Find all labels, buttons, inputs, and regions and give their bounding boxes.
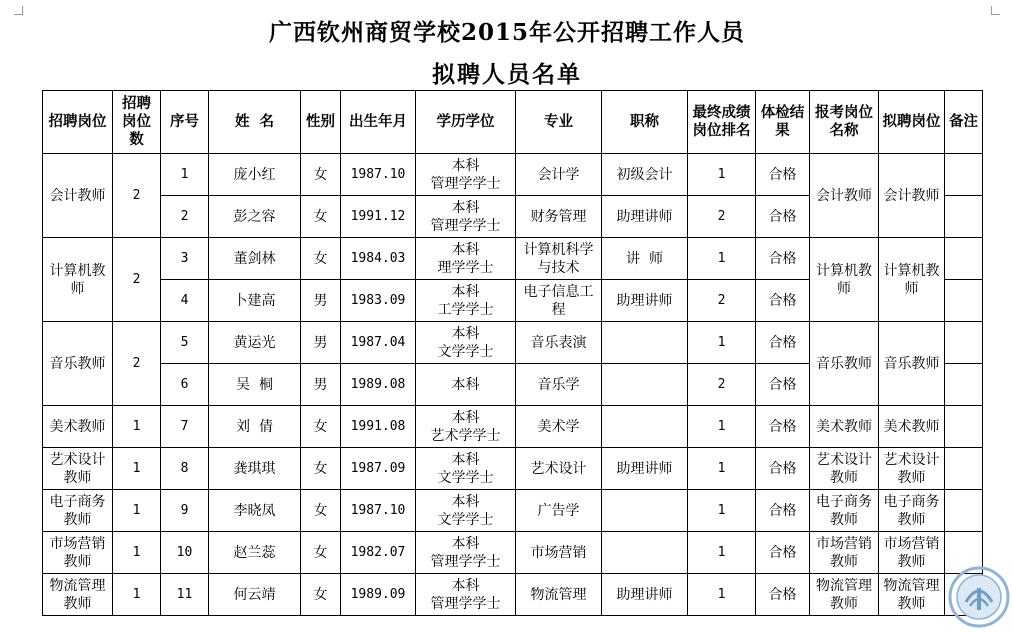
cell-title: 讲 师 bbox=[602, 238, 688, 280]
header-gender: 性别 bbox=[301, 91, 341, 154]
cell-gender: 女 bbox=[301, 532, 341, 574]
cell-gender: 男 bbox=[301, 322, 341, 364]
cell-remark bbox=[945, 154, 983, 196]
header-post-count: 招聘岗位数 bbox=[113, 91, 161, 154]
cell-applied-post: 美术教师 bbox=[810, 406, 879, 448]
cell-title: 助理讲师 bbox=[602, 448, 688, 490]
table-body bbox=[43, 154, 983, 616]
header-rank: 最终成绩岗位排名 bbox=[688, 91, 756, 154]
header-remark: 备注 bbox=[945, 91, 983, 154]
cell-title: 助理讲师 bbox=[602, 574, 688, 616]
cell-post: 美术教师 bbox=[43, 406, 113, 448]
table-row bbox=[43, 490, 983, 532]
cell-major: 音乐学 bbox=[516, 364, 602, 406]
cell-degree: 本科 文学学士 bbox=[416, 322, 516, 364]
cell-rank: 1 bbox=[688, 154, 756, 196]
header-applied-post: 报考岗位名称 bbox=[810, 91, 879, 154]
cell-rank: 1 bbox=[688, 532, 756, 574]
cell-degree: 本科 bbox=[416, 364, 516, 406]
cell-degree: 本科 管理学学士 bbox=[416, 574, 516, 616]
cell-applied-post: 电子商务教师 bbox=[810, 490, 879, 532]
cell-applied-post: 艺术设计教师 bbox=[810, 448, 879, 490]
cell-rank: 1 bbox=[688, 406, 756, 448]
header-name: 姓 名 bbox=[209, 91, 301, 154]
cell-post: 物流管理教师 bbox=[43, 574, 113, 616]
cell-seq: 6 bbox=[161, 364, 209, 406]
table-row bbox=[43, 154, 983, 196]
cell-major: 美术学 bbox=[516, 406, 602, 448]
cell-major: 物流管理 bbox=[516, 574, 602, 616]
cell-post: 电子商务教师 bbox=[43, 490, 113, 532]
cell-gender: 女 bbox=[301, 448, 341, 490]
cell-applied-post: 计算机教师 bbox=[810, 238, 879, 322]
cell-name: 黄运光 bbox=[209, 322, 301, 364]
table-row bbox=[43, 322, 983, 364]
school-seal-icon bbox=[948, 566, 1010, 628]
cell-seq: 5 bbox=[161, 322, 209, 364]
cell-title: 助理讲师 bbox=[602, 280, 688, 322]
cell-degree: 本科 文学学士 bbox=[416, 448, 516, 490]
cell-proposed-post: 音乐教师 bbox=[879, 322, 945, 406]
header-degree: 学历学位 bbox=[416, 91, 516, 154]
cell-name: 刘 倩 bbox=[209, 406, 301, 448]
cell-name: 卜建高 bbox=[209, 280, 301, 322]
hiring-roster-table bbox=[42, 90, 983, 616]
cell-name: 吴 桐 bbox=[209, 364, 301, 406]
cell-name: 董剑林 bbox=[209, 238, 301, 280]
header-post: 招聘岗位 bbox=[43, 91, 113, 154]
cell-major: 财务管理 bbox=[516, 196, 602, 238]
cell-birth: 1987.10 bbox=[341, 154, 416, 196]
cell-title bbox=[602, 406, 688, 448]
cell-seq: 2 bbox=[161, 196, 209, 238]
cell-major: 音乐表演 bbox=[516, 322, 602, 364]
cell-title: 初级会计 bbox=[602, 154, 688, 196]
cell-proposed-post: 计算机教师 bbox=[879, 238, 945, 322]
cell-proposed-post: 会计教师 bbox=[879, 154, 945, 238]
cell-gender: 女 bbox=[301, 154, 341, 196]
cell-rank: 1 bbox=[688, 448, 756, 490]
cell-exam: 合格 bbox=[756, 196, 810, 238]
cell-major: 广告学 bbox=[516, 490, 602, 532]
cell-exam: 合格 bbox=[756, 406, 810, 448]
cell-name: 李晓凤 bbox=[209, 490, 301, 532]
cell-post-count: 1 bbox=[113, 490, 161, 532]
cell-birth: 1987.04 bbox=[341, 322, 416, 364]
cell-gender: 男 bbox=[301, 280, 341, 322]
cell-post: 市场营销教师 bbox=[43, 532, 113, 574]
cell-remark bbox=[945, 196, 983, 238]
cell-rank: 2 bbox=[688, 364, 756, 406]
cell-post-count: 1 bbox=[113, 448, 161, 490]
cell-name: 庞小红 bbox=[209, 154, 301, 196]
header-birth: 出生年月 bbox=[341, 91, 416, 154]
cell-post: 计算机教师 bbox=[43, 238, 113, 322]
cell-exam: 合格 bbox=[756, 154, 810, 196]
table-row bbox=[43, 448, 983, 490]
cell-remark bbox=[945, 280, 983, 322]
cell-name: 赵兰蕊 bbox=[209, 532, 301, 574]
cell-exam: 合格 bbox=[756, 490, 810, 532]
cell-degree: 本科 管理学学士 bbox=[416, 154, 516, 196]
cell-birth: 1991.08 bbox=[341, 406, 416, 448]
cell-major: 艺术设计 bbox=[516, 448, 602, 490]
cell-remark bbox=[945, 238, 983, 280]
cell-degree: 本科 艺术学学士 bbox=[416, 406, 516, 448]
cell-post-count: 1 bbox=[113, 532, 161, 574]
cell-exam: 合格 bbox=[756, 238, 810, 280]
cell-birth: 1987.10 bbox=[341, 490, 416, 532]
cell-remark bbox=[945, 406, 983, 448]
cell-proposed-post: 物流管理教师 bbox=[879, 574, 945, 616]
cell-post-count: 1 bbox=[113, 574, 161, 616]
cell-gender: 男 bbox=[301, 364, 341, 406]
cell-title bbox=[602, 364, 688, 406]
table-row bbox=[43, 238, 983, 280]
cell-exam: 合格 bbox=[756, 280, 810, 322]
cell-birth: 1984.03 bbox=[341, 238, 416, 280]
cell-gender: 女 bbox=[301, 406, 341, 448]
cell-seq: 8 bbox=[161, 448, 209, 490]
cell-name: 彭之容 bbox=[209, 196, 301, 238]
header-exam: 体检结果 bbox=[756, 91, 810, 154]
cell-birth: 1982.07 bbox=[341, 532, 416, 574]
cell-title bbox=[602, 322, 688, 364]
cell-gender: 女 bbox=[301, 490, 341, 532]
cell-rank: 1 bbox=[688, 574, 756, 616]
cell-remark bbox=[945, 448, 983, 490]
cell-applied-post: 市场营销教师 bbox=[810, 532, 879, 574]
cell-degree: 本科 工学学士 bbox=[416, 280, 516, 322]
cell-exam: 合格 bbox=[756, 532, 810, 574]
cell-major: 计算机科学与技术 bbox=[516, 238, 602, 280]
cell-applied-post: 会计教师 bbox=[810, 154, 879, 238]
cell-exam: 合格 bbox=[756, 322, 810, 364]
cell-name: 何云靖 bbox=[209, 574, 301, 616]
cell-post: 会计教师 bbox=[43, 154, 113, 238]
cell-birth: 1989.09 bbox=[341, 574, 416, 616]
cell-seq: 9 bbox=[161, 490, 209, 532]
cell-seq: 1 bbox=[161, 154, 209, 196]
cell-exam: 合格 bbox=[756, 364, 810, 406]
cell-proposed-post: 市场营销教师 bbox=[879, 532, 945, 574]
cell-post: 艺术设计教师 bbox=[43, 448, 113, 490]
cell-major: 市场营销 bbox=[516, 532, 602, 574]
cell-birth: 1983.09 bbox=[341, 280, 416, 322]
cell-seq: 11 bbox=[161, 574, 209, 616]
header-major: 专业 bbox=[516, 91, 602, 154]
cell-birth: 1991.12 bbox=[341, 196, 416, 238]
cell-major: 会计学 bbox=[516, 154, 602, 196]
cell-degree: 本科 管理学学士 bbox=[416, 532, 516, 574]
cell-post-count: 1 bbox=[113, 406, 161, 448]
cell-seq: 4 bbox=[161, 280, 209, 322]
table-row bbox=[43, 574, 983, 616]
document-subtitle: 拟聘人员名单 bbox=[432, 61, 582, 88]
cell-post-count: 2 bbox=[113, 154, 161, 238]
cell-remark bbox=[945, 322, 983, 364]
header-title: 职称 bbox=[602, 91, 688, 154]
cell-seq: 7 bbox=[161, 406, 209, 448]
cell-name: 龚琪琪 bbox=[209, 448, 301, 490]
cell-title bbox=[602, 490, 688, 532]
cell-proposed-post: 艺术设计教师 bbox=[879, 448, 945, 490]
cell-seq: 10 bbox=[161, 532, 209, 574]
cell-rank: 1 bbox=[688, 490, 756, 532]
cell-rank: 2 bbox=[688, 196, 756, 238]
cell-birth: 1989.08 bbox=[341, 364, 416, 406]
cell-seq: 3 bbox=[161, 238, 209, 280]
cell-gender: 女 bbox=[301, 196, 341, 238]
header-seq: 序号 bbox=[161, 91, 209, 154]
table-header-row bbox=[43, 91, 983, 154]
document-title: 广西钦州商贸学校2015年公开招聘工作人员 bbox=[268, 19, 745, 46]
cell-degree: 本科 管理学学士 bbox=[416, 196, 516, 238]
cell-gender: 女 bbox=[301, 574, 341, 616]
header-proposed-post: 拟聘岗位 bbox=[879, 91, 945, 154]
cell-exam: 合格 bbox=[756, 448, 810, 490]
cell-gender: 女 bbox=[301, 238, 341, 280]
cell-proposed-post: 美术教师 bbox=[879, 406, 945, 448]
cell-post: 音乐教师 bbox=[43, 322, 113, 406]
cell-degree: 本科 文学学士 bbox=[416, 490, 516, 532]
cell-applied-post: 音乐教师 bbox=[810, 322, 879, 406]
table-row bbox=[43, 406, 983, 448]
cell-title: 助理讲师 bbox=[602, 196, 688, 238]
cell-remark bbox=[945, 364, 983, 406]
cell-applied-post: 物流管理教师 bbox=[810, 574, 879, 616]
cell-rank: 1 bbox=[688, 238, 756, 280]
cell-major: 电子信息工程 bbox=[516, 280, 602, 322]
cell-title bbox=[602, 532, 688, 574]
cell-birth: 1987.09 bbox=[341, 448, 416, 490]
cell-degree: 本科 理学学士 bbox=[416, 238, 516, 280]
cell-post-count: 2 bbox=[113, 238, 161, 322]
cell-post-count: 2 bbox=[113, 322, 161, 406]
cell-remark bbox=[945, 490, 983, 532]
cell-rank: 1 bbox=[688, 322, 756, 364]
table-row bbox=[43, 532, 983, 574]
cell-proposed-post: 电子商务教师 bbox=[879, 490, 945, 532]
cell-exam: 合格 bbox=[756, 574, 810, 616]
cell-rank: 2 bbox=[688, 280, 756, 322]
